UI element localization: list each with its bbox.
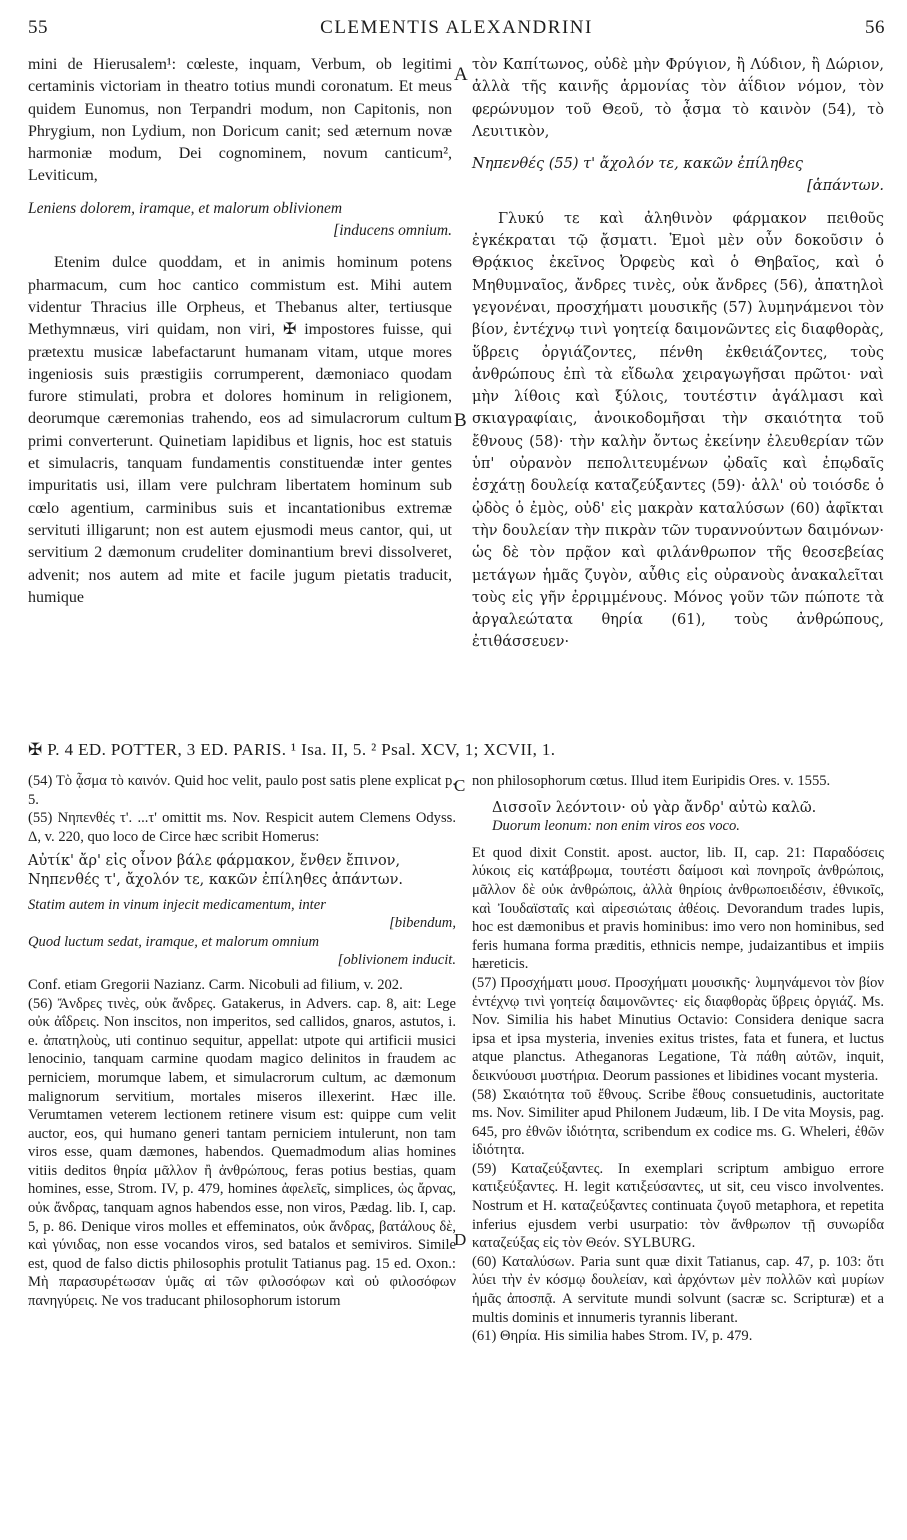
page-number-right: 56 xyxy=(865,17,885,38)
greek-verse-line-1: Νηπενθές (55) τ' ἄχολόν τε, κακῶν ἐπίληθες xyxy=(472,156,803,173)
reference-line: ✠ P. 4 ED. POTTER, 3 ED. PARIS. ¹ Isa. II, 5. ² Psal. XCV, 1; XCVII, 1. xyxy=(28,740,556,759)
margin-marker-a: A xyxy=(454,64,468,85)
homer-latin-line-3: Quod luctum sedat, iramque, et malorum omnium xyxy=(28,933,320,950)
running-title: CLEMENTIS ALEXANDRINI xyxy=(320,17,593,38)
page-number-left: 55 xyxy=(28,17,48,38)
note-58: (58) Σκαιότητα τοῦ ἔθνους. Scribe ἔθους consuetudinis, auctoritate ms. Nov. Similiter apud Philonem Judæum, lib. I De vita Moysis, pag. 645, pro ἐθνῶν ἰδιότητα, scribendum ex codice ms. G. Wheleri, ἐθῶν ἰδιότητα. xyxy=(472,1086,884,1159)
greek-paragraph-1: τὸν Καπίτωνος, οὐδὲ μὴν Φρύγιον, ἢ Λύδιον, ἢ Δώριον, ἀλλὰ τῆς καινῆς ἁρμονίας τὸν ἀΐδιον νόμον, τὸν φερώνυμον τοῦ Θεοῦ, τὸ ᾆσμα τὸ καινὸν (54), τὸ Λευιτικὸν, xyxy=(472,57,884,140)
note-57: (57) Προσχήματι μουσ. Προσχήματι μουσικῆς· λυμηνάμενοι τὸν βίον ἐντέχνῳ τινὶ γοητείᾳ δαιμονῶντες· εἰς διαφθορὰς ὕβρεις ὀργιάζ. Ms. Nov. Similia his habet Minutius Octavio: Considera denique sacra ipsa et ipsa mysteria, invenies exitus tristes, fata et funera, et luctus atque planctus. Atheganoras Legatione, Τὰ πάθη αὐτῶν, inquit, δεικνύουσι μυστήρια. Deorum passiones et libidines vocant mysteria. xyxy=(472,974,884,1084)
greek-verse-line-2: [ἁπάντων. xyxy=(807,178,884,195)
latin-column xyxy=(28,54,452,609)
running-head xyxy=(28,8,885,48)
euripides-latin-line: Duorum leonum: non enim viros eos voco. xyxy=(492,818,740,835)
note-54: (54) Τὸ ᾆσμα τὸ καινόν. Quid hoc velit, paulo post satis plene explicat p. 5. xyxy=(28,773,456,808)
note-59: (59) Καταζεύξαντες. In exemplari scriptum ambiguo errore κατιξεύξαντες. H. legit κατιξεύσαντες, ut sit, ceu visco involventes. Nostrum et H. καταζεύξαντες continuata ζυγοῦ metaphora, et repetita inferius ejusdem verbi usurpatio: τὸν ἄνθρωπον τῇ συνωρίδα καταζεύξας εἰς τὸν Θεόν. SYLBURG. xyxy=(472,1160,884,1252)
note-56: (56) Ἄνδρες τινὲς, οὐκ ἄνδρες. Gatakerus, in Advers. cap. 8, ait: Lege οὐκ ἀΐδρεις. Non inscitos, non imperitos, sed callidos, gnaros, astutos, i. e. ἀπατηλοὺς, uti continuo sequitur, appellat: utpote qui artificii musici lenocinio, tanquam carmine quodam magico delinitos in fraudem ac perniciem, morumque labem, et simulacrorum cultum, ac dæmonum malignorum servitium, mortales miseros illexerint. Hæc ille. Verumtamen veterem lectionem retinere visum est: quippe cum velit auctor, eos, qui humano generi tantam perniciem intulerunt, non tam viros esse, quam dæmones, habendos. Quemadmodum alias homines vitiis deditos θηρία μᾶλλον ἢ ἀνθρώπους, feras potius bestias, quam homines, esse, Strom. IV, p. 479, homines ἀφελεῖς, simplices, ὡς ἄρνας, οὐκ ἄνδρας, tanquam agnos habendos esse, non viros, Pædag. lib. I, cap. 5, p. 86. Denique viros molles et effeminatos, οὐκ ἄνδρας, βατάλους δὲ, καὶ γύνιδας, non esse vocandos viros, sed batalos et semiviros. Simile est, quod de falso dictis philosophis protulit Tatianus pag. 15 ed. Oxon.: Μὴ παρασυρέτωσαν ὑμᾶς αἱ τῶν φιλοσόφων καὶ οὐ φιλοσόφων πανηγύρεις. Ne vos traducant philosophorum istorum xyxy=(28,995,456,1310)
greek-column xyxy=(472,54,884,654)
homer-latin-line-4: [oblivionem inducit. xyxy=(337,952,456,969)
homer-latin-line-2: [bibendum, xyxy=(389,915,456,932)
note-55: (55) Νηπενθές τ'. ...τ' omittit ms. Nov. Respicit autem Clemens Odyss. Δ, v. 220, quo loco de Circe hæc scribit Homerus: xyxy=(28,810,456,845)
note-continuation: non philosophorum cœtus. Illud item Euripidis Ores. v. 1555. xyxy=(472,773,831,789)
notes-left-column xyxy=(28,772,456,1311)
greek-paragraph-2: Γλυκύ τε καὶ ἀληθινὸν φάρμακον πειθοῦς ἐγκέκραται τῷ ᾄσματι. Ἐμοὶ μὲν οὖν δοκοῦσιν ὁ Θρᾴκιος ἐκεῖνος Ὀρφεὺς καὶ ὁ Θηβαῖος, καὶ ὁ Μηθυμναῖος, ἄνδρες τινὲς, οὐκ ἄνδρες (56), ἀπατηλοὶ γεγονέναι, προσχήματι μουσικῆς (57) λυμηνάμενοι τὸν βίον, ἐντέχνῳ τινὶ γοητείᾳ δαιμονῶντες εἰς διαφθορὰς, ὕβρεις ὀργιάζοντες, πένθη ἐκθειάζοντες, τοὺς ἀνθρώπους ἐπὶ τὰ εἴδωλα χειραγωγῆσαι πρῶτοι· ναὶ μὴν λίθοις καὶ ξύλοις, τουτέστιν ἀγάλμασι καὶ σκιαγραφίαις, ἀνοικοδομῆσαι τὴν σκαιότητα τοῦ ἔθνους (58)· τὴν καλὴν ὄντως ἐκείνην ἐλευθερίαν τῶν ὑπ' οὐρανὸν πεπολιτευμένων ᾠδαῖς καὶ ἐπῳδαῖς ἐσχάτῃ δουλείᾳ καταζεύξαντες (59)· ἀλλ' οὐ τοιόσδε ὁ ᾠδὸς ὁ ἐμὸς, οὐδ' εἰς μακρὰν καταλύσων (60) ἀφῖκται τὴν δουλείαν τὴν πικρὰν τῶν τυραννούντων δαιμόνων· ὡς δὲ τὸν πρᾷον καὶ φιλάνθρωπον τῆς θεοσεβείας μετάγων ἡμᾶς ζυγὸν, αὖθις εἰς οὐρανοὺς ἀνακαλεῖται τοὺς εἰς γῆν ἐρριμμένους. Μόνος γοῦν τῶν πώποτε τὰ ἀργαλεώτατα θηρία (61), τοὺς ἀνθρώπους, ἐτιθάσσευεν· xyxy=(472,210,884,651)
note-60: (60) Καταλύσων. Paria sunt quæ dixit Tatianus, cap. 47, p. 103: ὅτι λύει τὴν ἐν κόσμῳ δουλείαν, καὶ ἀρχόντων μὲν πολλῶν καὶ μυρίων ἡμᾶς ἀποσπᾷ. A servitute mundi solvunt (sacræ sc. Scripturæ) et a multis dominis et innumeris tyrannis liberant. xyxy=(472,1253,884,1326)
notes-right-column xyxy=(472,772,884,1346)
note-constit: Et quod dixit Constit. apost. auctor, lib. II, cap. 21: Παραδόσεις λύκοις εἰς κατάβρωμα, τουτέστι δαίμοσι καὶ πονηροῖς ἀνθρώποις, μᾶλλον δὲ οὐκ ἀνθρώποις, ἀλλὰ θηρίοις ἀνθρωποειδέσιν, ἐθνικοῖς, καὶ Ἰουδαϊσταῖς καὶ αἱρεσιώταις ἀθέοις. Devorandum trades lupis, hoc est dæmonibus et pravis hominibus: imo vero non hominibus, sed feris humana forma præditis, ethnicis nempe, judaizantibus et impiis hæreticis. xyxy=(472,844,884,973)
homer-greek-line-2: Νηπενθές τ', ἄχολόν τε, κακῶν ἐπίληθες ἁπάντων. xyxy=(28,871,404,888)
homer-latin-line-1: Statim autem in vinum injecit medicamentum, inter xyxy=(28,896,326,913)
latin-paragraph-1: mini de Hierusalem¹: cœleste, inquam, Verbum, ob legitimi certaminis victoriam in theatro totius mundi coronatum. Et meus quidem Eunomus, non Terpandri modum, non Capitonis, non Phrygium, non Lydium, non Doricum canit; sed æternum novæ harmoniæ modum, Dei cognominem, novum canticum², Leviticum, xyxy=(28,56,452,185)
latin-verse-line-1: Leniens dolorem, iramque, et malorum oblivionem xyxy=(28,199,343,217)
euripides-greek-line: Δισσοῖν λεόντοιν· οὐ γὰρ ἄνδρ' αὐτὼ καλῶ. xyxy=(492,799,817,816)
margin-marker-d: D xyxy=(454,1230,467,1249)
note-61: (61) Θηρία. His similia habes Strom. IV, p. 479. xyxy=(472,1328,753,1345)
latin-paragraph-2: Etenim dulce quoddam, et in animis hominum potens pharmacum, cum hoc cantico commistum est. Mihi autem videntur Thracius ille Orpheus, et Thebanus alter, tertiusque Methymnæus, viri quidam, non viri, ✠ impostores fuisse, qui prætextu musicæ labefactarunt humanam vitam, utque mores ingeniosis suis præstigiis corrumperent, dæmoniaco quodam furore stimulati, probra et dolores hominum in religionem, deorumque cæremonias trahendo, eos ad simulacrorum cultum primi converterunt. Quinetiam lapidibus et lignis, hoc est statuis et simulacris, tanquam fundamentis constituendæ inter gentes impuritatis usi, illam vere pulchram libertatem hominum sub cœlo agentium, carminibus suis et incantationibus extremæ servituti illigarunt; non est autem ejusmodi meus cantor, qui, ut servitium 2 dæmonum crudeliter dominantium brevi dissolveret, advenit; nos autem ad mite et facile jugum pietatis traducit, humique xyxy=(28,254,452,606)
latin-verse-line-2: [inducens omnium. xyxy=(333,222,452,240)
margin-marker-c: C xyxy=(454,776,466,795)
margin-marker-b: B xyxy=(454,410,467,431)
note-conf: Conf. etiam Gregorii Nazianz. Carm. Nicobuli ad filium, v. 202. xyxy=(28,976,403,993)
homer-greek-line-1: Αὐτίκ' ἄρ' εἰς οἶνον βάλε φάρμακον, ἔνθεν ἔπινον, xyxy=(28,853,401,870)
